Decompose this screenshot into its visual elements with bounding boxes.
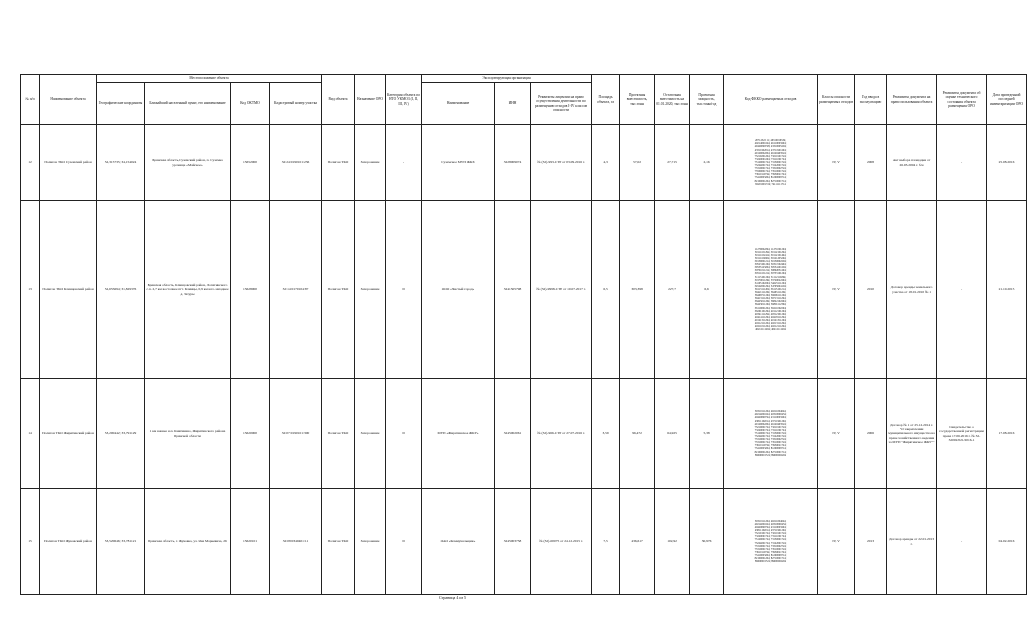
cadastral-number: 32:07:0190101:300 bbox=[270, 379, 322, 489]
object-name: Полигон ТКО Жуковский район bbox=[40, 489, 97, 595]
inventory-date: 21.10.2015 bbox=[987, 201, 1027, 379]
usage-document: Договор аренды земельного участка от 18.01.2010 № 1 bbox=[887, 201, 937, 379]
header-locality: Ближайший населенный пункт, его наименование bbox=[145, 83, 231, 125]
design-capacity: 436,617 bbox=[620, 489, 655, 595]
header-cadastral: Кадастровый номер участка bbox=[270, 83, 322, 125]
remaining-capacity: 27,715 bbox=[655, 125, 690, 201]
header-group-operator: Эксплуатирующая организация bbox=[422, 75, 592, 83]
assessment-document: - bbox=[937, 489, 987, 595]
category: II bbox=[386, 489, 422, 595]
object-type: Полигон ТКО bbox=[322, 201, 355, 379]
remaining-capacity: 102,92 bbox=[655, 489, 690, 595]
object-name: Полигон ТКО Суземский район bbox=[40, 125, 97, 201]
assessment-document: Свидетельство о государственной регистрации права 17.06.2016 г. № 32-32002/021/2016-1 bbox=[937, 379, 987, 489]
row-number: 15 bbox=[21, 489, 40, 595]
operator-inn: 3228009074 bbox=[495, 125, 531, 201]
hazard-classes: IV, V bbox=[818, 379, 855, 489]
assessment-document: - bbox=[937, 201, 987, 379]
page-number: Страница 4 из 5 bbox=[438, 595, 467, 600]
coordinates: 53,200442; 33,791129 bbox=[97, 379, 145, 489]
usage-document: Договор аренды от 22.01.2013 г. bbox=[887, 489, 937, 595]
commission-year: 2013 bbox=[855, 489, 887, 595]
table-row bbox=[21, 489, 1027, 595]
design-capacity: 57,02 bbox=[620, 125, 655, 201]
header-coords: Географические координаты bbox=[97, 83, 145, 125]
usage-document: Договор № 1 от 25.12.2014 г. "О закреплении муниципального имущества на праве хозяйственного ведения за МУП "Жирятинское ЖКУ"" bbox=[887, 379, 937, 489]
register-table bbox=[20, 74, 1027, 595]
locality: Брянская область,Суземский район, п. Суземка урочище «Майское» bbox=[145, 125, 231, 201]
commission-year: 2006 bbox=[855, 379, 887, 489]
area: 3,59 bbox=[592, 379, 620, 489]
header-name: Наименование объекта bbox=[40, 75, 97, 125]
category: II bbox=[386, 379, 422, 489]
design-capacity: 303,398 bbox=[620, 201, 655, 379]
design-power: 2,16 bbox=[690, 125, 724, 201]
fkko-codes: 11279002294; 11271001204; 30111101294; 30112101294; 30111102414; 30112101494; 30111102604; 30121205294; 30130001214; 30130002294; 30523101204; 30311502404; 30533123204; 30534101294; 30701011214; 30802031204; 30511101214; 30733101294; 31115101204; 31112110294; 31970011294; 33720022294; 34105102294; 34225111294; 34522001294; 34705004104; 36113111204; 36115101214; 36421111204; 36465111204; 36406711294; 36606111204; 36413111204; 36713111294; 36425011204; 36822102294; 36425011204; 36801112394; 36110001204; 36211002294; 36201101294; 40112101294; 40341111294; 40312101294; 40414111294; 40418111294; 40121311294; 40121311294; 40212111204; 40213111294; 40211011204; 40212111294; 40212111294; 40212111294 bbox=[724, 201, 818, 379]
header-power: Проектная мощность, тыс.тонн/год bbox=[690, 75, 724, 125]
design-power: 6,6 bbox=[690, 201, 724, 379]
header-accumulated: Остаточная вместимость на 01.01.2020, тыс.тонн bbox=[655, 75, 690, 125]
design-power: 30,976 bbox=[690, 489, 724, 595]
area: 6,5 bbox=[592, 201, 620, 379]
operator-inn: 3241505798 bbox=[495, 201, 531, 379]
oktmo-code: 15628000 bbox=[231, 201, 270, 379]
row-number: 12 bbox=[21, 125, 40, 201]
category: - bbox=[386, 125, 422, 201]
object-name: Полигон ТКО Клинцовский район bbox=[40, 201, 97, 379]
hazard-classes: IV, V bbox=[818, 125, 855, 201]
header-docs: Реквизиты документа на право пользования объекта bbox=[887, 75, 937, 125]
header-category: Категория объекта по НТО УКМОЗ (I, II, III, IV) bbox=[386, 75, 422, 125]
object-name: Полигон ТКО Жирятинский район bbox=[40, 379, 97, 489]
area: 7,5 bbox=[592, 489, 620, 595]
commission-year: 2008 bbox=[855, 125, 887, 201]
header-date: Дата проведенной последней инвентаризации ОРО bbox=[987, 75, 1027, 125]
oktmo-code: 15652000 bbox=[231, 125, 270, 201]
coordinates: 52,315735; 34,154024 bbox=[97, 125, 145, 201]
commission-year: 2010 bbox=[855, 201, 887, 379]
fkko-codes: 20712322 11; 46310016534; 40214001624; 46110003204; 40420099728; 43310005204; 43310102014; 43711901204; 40120002204; 46120403524; 73210201204; 73210101724; 73220001204; 73111001724; 73120001724; 73130001724; 73224001724; 73122001724; 73310001724; 73310002724; 73500001724; 73510001724; 73910110724; 73930021724; 73410003204; 81290099714; 82100001204; 82710001714; 82201901724; 74111111714 bbox=[724, 125, 818, 201]
object-type: Полигон ТКО bbox=[322, 125, 355, 201]
table-row bbox=[21, 125, 1027, 201]
cadastral-number: 32:24:0190101:236 bbox=[270, 125, 322, 201]
header-org-name: Наименование bbox=[422, 83, 495, 125]
oktmo-code: 15620101 bbox=[231, 489, 270, 595]
locality: Брянская область, Клинцовский район, Лопатинского с.п. 2,7 км восточнее пгт. Клинцы, 0,9 км юго-западнее д. Затуры bbox=[145, 201, 231, 379]
row-number: 13 bbox=[21, 201, 40, 379]
header-capacity: Проектная вместимость, тыс.тонн bbox=[620, 75, 655, 125]
usage-document: Акт выбора площадки от 26.03.2004 г. б/н bbox=[887, 125, 937, 201]
license: № (32)-966-СТР от 27.07.2016 г. bbox=[531, 379, 592, 489]
header-permit: Реквизиты лицензии на право осуществления деятельности по размещению отходов I-IV классов опасности bbox=[531, 83, 592, 125]
fkko-codes: 30310111204; 40211004624; 40214001624; 40310000434; 40420099724; 43110003204; 43811102014; 43711901204; 40120002204; 46120403524; 73210001724; 73210101724; 73220001724; 73111001724; 73120001724; 73130001724; 73224001724; 73122001724; 73310001724; 73310002724; 73310001724; 73510001724; 73910110724; 73930021724; 73410003204; 81290099714; 82100001204; 82710001714; 89000001724; 89000002204 bbox=[724, 379, 818, 489]
object-type: Полигон ТКО bbox=[322, 379, 355, 489]
category: II bbox=[386, 201, 422, 379]
header-num: № п/п bbox=[21, 75, 40, 125]
inventory-date: 17.08.2016 bbox=[987, 379, 1027, 489]
hazard-classes: IV, V bbox=[818, 201, 855, 379]
operator-inn: 3245003758 bbox=[495, 489, 531, 595]
table-row bbox=[21, 379, 1027, 489]
locality: Брянская область, г. Жуковка, ул. Яна Маркевича, 26 bbox=[145, 489, 231, 595]
header-class: Классы опасности размещаемых отходов bbox=[818, 75, 855, 125]
operator-name: ОАО «Коммунальщик» bbox=[422, 489, 495, 595]
purpose: Захоронение bbox=[355, 379, 386, 489]
header-decision: Реквизиты документа об оценке технического состояния объекта размещения ОРО bbox=[937, 75, 987, 125]
remaining-capacity: 64,925 bbox=[655, 379, 690, 489]
area: 4,3 bbox=[592, 125, 620, 201]
operator-name: ООО «Чистый город» bbox=[422, 201, 495, 379]
license: № (32)-00075 от 24.12.2015 г. bbox=[531, 489, 592, 595]
object-type: Полигон ТКО bbox=[322, 489, 355, 595]
purpose: Захоронение bbox=[355, 489, 386, 595]
cadastral-number: 32:08:0340401:11 bbox=[270, 489, 322, 595]
cadastral-number: 32:14:0170104:87 bbox=[270, 201, 322, 379]
header-group-location: Местоположение объекта bbox=[97, 75, 322, 83]
oktmo-code: 15620000 bbox=[231, 379, 270, 489]
design-power: 5,38 bbox=[690, 379, 724, 489]
header-inn: ИНН bbox=[495, 83, 531, 125]
inventory-date: 04.02.2016 bbox=[987, 489, 1027, 595]
coordinates: 52,655694; 31,829376 bbox=[97, 201, 145, 379]
assessment-document: - bbox=[937, 125, 987, 201]
inventory-date: 25.08.2016 bbox=[987, 125, 1027, 201]
operator-inn: 3245002061 bbox=[495, 379, 531, 489]
locality: 1 км южнее н.п. Княгинино, Жирятинского района Брянской области bbox=[145, 379, 231, 489]
header-fkko: Код ФККО размещаемых отходов bbox=[724, 75, 818, 125]
header-purpose: Назначение ОРО bbox=[355, 75, 386, 125]
header-area: Площадь объекта, га bbox=[592, 75, 620, 125]
row-number: 14 bbox=[21, 379, 40, 489]
table-row bbox=[21, 201, 1027, 379]
fkko-codes: 30310111204; 40211004624; 40214001624; 40310000434; 40420099724; 43110003204; 43811102014; 43711901204; 73210101724; 73210101724; 73220001724; 73111001724; 73120001724; 73130001724; 73224001724; 73122001724; 73310001724; 73310002724; 73310001724; 73510001724; 73910110724; 73930021724; 73410003204; 81290099714; 82100001204; 82710001714; 89000001724; 89000002204 bbox=[724, 489, 818, 595]
hazard-classes: IV, V bbox=[818, 489, 855, 595]
header-year: Год ввода в эксплуатацию bbox=[855, 75, 887, 125]
header-type: Вид объекта bbox=[322, 75, 355, 125]
operator-name: МУП «Жирятинское ЖКУ» bbox=[422, 379, 495, 489]
purpose: Захоронение bbox=[355, 201, 386, 379]
purpose: Захоронение bbox=[355, 125, 386, 201]
operator-name: Суземское МУП ЖКХ bbox=[422, 125, 495, 201]
coordinates: 53,520646; 33,781121 bbox=[97, 489, 145, 595]
design-capacity: 96,472 bbox=[620, 379, 655, 489]
license: № (32)-993-СТР от 03.09.2016 г. bbox=[531, 125, 592, 201]
remaining-capacity: 227,7 bbox=[655, 201, 690, 379]
license: № (32)-9998-СТР от 10.07.2017 г. bbox=[531, 201, 592, 379]
header-oktmo: Код ОКТМО bbox=[231, 83, 270, 125]
